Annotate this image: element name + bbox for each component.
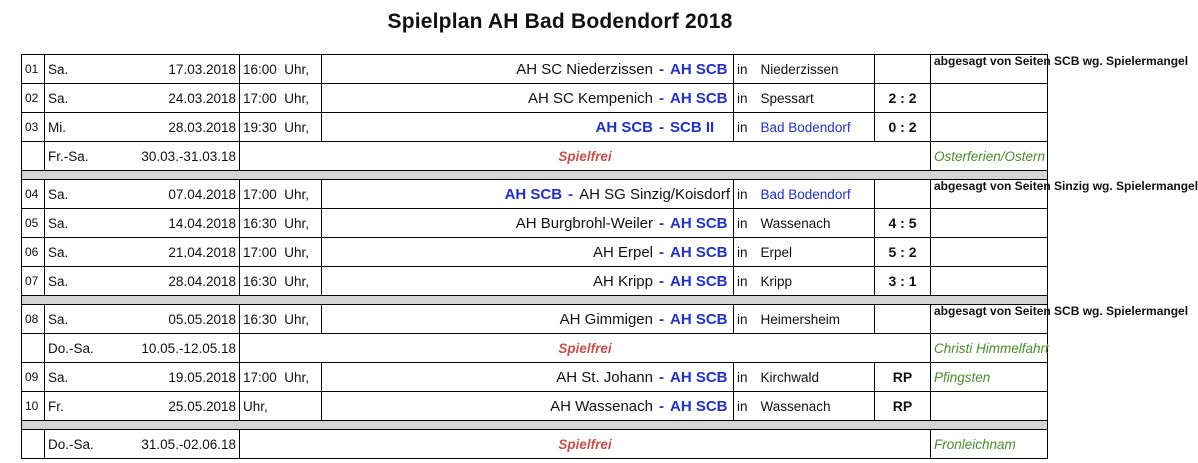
home-team: AH St. Johann: [556, 368, 653, 386]
weekday: Do.-Sa.: [45, 430, 100, 459]
venue: Niederzissen: [758, 55, 875, 84]
match-row: [22, 55, 1048, 84]
note: Fronleichnam: [931, 430, 1048, 459]
venue: Kripp: [758, 267, 875, 296]
venue: Wassenach: [758, 392, 875, 421]
fixture: [322, 209, 734, 238]
weekday: Sa.: [45, 267, 100, 296]
separator-row: [22, 421, 1048, 430]
match-number: [22, 430, 45, 459]
versus-dash: -: [568, 185, 574, 203]
kickoff-time: 16:30 Uhr,: [240, 209, 322, 238]
free-row: [22, 142, 1048, 171]
note: [931, 113, 1048, 142]
spielfrei-label: Spielfrei: [240, 430, 931, 459]
weekday: Sa.: [45, 363, 100, 392]
match-number: 04: [22, 180, 45, 209]
note: [931, 84, 1048, 113]
fixture: [322, 267, 734, 296]
versus-dash: -: [659, 118, 664, 136]
weekday: Fr.-Sa.: [45, 142, 100, 171]
versus-dash: -: [659, 60, 664, 78]
result: 4 : 5: [875, 209, 931, 238]
weekday: Sa.: [45, 180, 100, 209]
match-row: [22, 113, 1048, 142]
date: 31.05.-02.06.18: [100, 430, 240, 459]
date: 21.04.2018: [100, 238, 240, 267]
venue: Wassenach: [758, 209, 875, 238]
schedule-table: [21, 54, 1198, 459]
versus-dash: -: [659, 397, 664, 415]
match-number: 03: [22, 113, 45, 142]
in-label: in: [734, 209, 758, 238]
date: 25.05.2018: [100, 392, 240, 421]
match-row: [22, 363, 1048, 392]
away-team: AH SCB: [670, 310, 728, 328]
result: 3 : 1: [875, 267, 931, 296]
fixture: [322, 113, 734, 142]
away-team: AH SCB: [670, 368, 728, 386]
in-label: in: [734, 392, 758, 421]
versus-dash: -: [659, 272, 664, 290]
kickoff-time: 16:30 Uhr,: [240, 267, 322, 296]
home-team: AH SCB: [504, 185, 563, 203]
match-row: [22, 180, 1048, 209]
match-row: [22, 392, 1048, 421]
spielfrei-label: Spielfrei: [240, 334, 931, 363]
note: Osterferien/Ostern: [931, 142, 1048, 171]
fixture: [322, 55, 734, 84]
schedule-rows: [22, 54, 1198, 459]
in-label: in: [734, 55, 758, 84]
match-row: [22, 267, 1048, 296]
away-team: SCB II: [670, 118, 715, 136]
away-team: AH SCB: [670, 214, 728, 232]
separator-row: [22, 296, 1048, 305]
kickoff-time: 17:00 Uhr,: [240, 180, 322, 209]
date: 14.04.2018: [100, 209, 240, 238]
weekday: Mi.: [45, 113, 100, 142]
venue: Bad Bodendorf: [758, 113, 875, 142]
date: 07.04.2018: [100, 180, 240, 209]
spielfrei-label: Spielfrei: [240, 142, 931, 171]
match-number: 10: [22, 392, 45, 421]
weekday: Sa.: [45, 84, 100, 113]
versus-dash: -: [659, 368, 664, 386]
fixture: [322, 392, 734, 421]
match-number: 05: [22, 209, 45, 238]
note: [931, 209, 1048, 238]
match-number: 06: [22, 238, 45, 267]
match-number: 08: [22, 305, 45, 334]
date: 28.04.2018: [100, 267, 240, 296]
home-team: AH SC Niederzissen: [516, 60, 653, 78]
home-team: AH Kripp: [592, 272, 653, 290]
separator-cell: [22, 421, 1048, 430]
home-team: AH SCB: [595, 118, 653, 136]
in-label: in: [734, 113, 758, 142]
date: 19.05.2018: [100, 363, 240, 392]
note: Pfingsten: [931, 363, 1048, 392]
home-team: AH Gimmigen: [559, 310, 653, 328]
weekday: Do.-Sa.: [45, 334, 100, 363]
fixture: [322, 363, 734, 392]
note: [931, 267, 1048, 296]
kickoff-time: 17:00 Uhr,: [240, 84, 322, 113]
fixture: [322, 84, 734, 113]
fixture: [322, 305, 734, 334]
away-team: AH SCB: [670, 89, 728, 107]
match-number: [22, 142, 45, 171]
home-team: AH Burgbrohl-Weiler: [515, 214, 653, 232]
weekday: Sa.: [45, 238, 100, 267]
versus-dash: -: [659, 310, 664, 328]
away-team: AH SCB: [670, 272, 728, 290]
fixture: [322, 238, 734, 267]
away-team: AH SCB: [670, 60, 728, 78]
date: 17.03.2018: [100, 55, 240, 84]
result: [875, 305, 931, 334]
page-title: Spielplan AH Bad Bodendorf 2018: [387, 10, 733, 33]
weekday: Sa.: [45, 55, 100, 84]
venue: Spessart: [758, 84, 875, 113]
note: [931, 392, 1048, 421]
result: 5 : 2: [875, 238, 931, 267]
kickoff-time: Uhr,: [240, 392, 322, 421]
note: abgesagt von Seiten SCB wg. Spielermangel: [931, 55, 1048, 84]
match-number: 07: [22, 267, 45, 296]
result: [875, 180, 931, 209]
in-label: in: [734, 363, 758, 392]
date: 10.05.-12.05.18: [100, 334, 240, 363]
free-row: [22, 430, 1048, 459]
match-row: [22, 84, 1048, 113]
home-team: AH SC Kempenich: [527, 89, 653, 107]
away-team: AH SG Sinzig/Koisdorf: [579, 185, 730, 203]
free-row: [22, 334, 1048, 363]
kickoff-time: 16:00 Uhr,: [240, 55, 322, 84]
match-row: [22, 305, 1048, 334]
in-label: in: [734, 84, 758, 113]
match-number: 01: [22, 55, 45, 84]
match-row: [22, 209, 1048, 238]
separator-cell: [22, 171, 1048, 180]
weekday: Sa.: [45, 209, 100, 238]
venue: Kirchwald: [758, 363, 875, 392]
kickoff-time: 19:30 Uhr,: [240, 113, 322, 142]
separator-row: [22, 171, 1048, 180]
match-number: 09: [22, 363, 45, 392]
date: 30.03.-31.03.18: [100, 142, 240, 171]
in-label: in: [734, 180, 758, 209]
versus-dash: -: [659, 243, 664, 261]
result: [875, 55, 931, 84]
weekday: Fr.: [45, 392, 100, 421]
match-number: [22, 334, 45, 363]
fixture: [322, 180, 734, 209]
result: 2 : 2: [875, 84, 931, 113]
in-label: in: [734, 238, 758, 267]
date: 24.03.2018: [100, 84, 240, 113]
note: [931, 238, 1048, 267]
away-team: AH SCB: [670, 397, 728, 415]
match-number: 02: [22, 84, 45, 113]
home-team: AH Erpel: [592, 243, 653, 261]
home-team: AH Wassenach: [550, 397, 653, 415]
note: Christi Himmelfahrt: [931, 334, 1048, 363]
date: 05.05.2018: [100, 305, 240, 334]
result: RP: [875, 392, 931, 421]
versus-dash: -: [659, 214, 664, 232]
versus-dash: -: [659, 89, 664, 107]
match-row: [22, 238, 1048, 267]
in-label: in: [734, 267, 758, 296]
away-team: AH SCB: [670, 243, 728, 261]
result: 0 : 2: [875, 113, 931, 142]
venue: Heimersheim: [758, 305, 875, 334]
result: RP: [875, 363, 931, 392]
note: abgesagt von Seiten SCB wg. Spielermangel: [931, 305, 1048, 334]
date: 28.03.2018: [100, 113, 240, 142]
separator-cell: [22, 296, 1048, 305]
weekday: Sa.: [45, 305, 100, 334]
kickoff-time: 17:00 Uhr,: [240, 238, 322, 267]
kickoff-time: 17:00 Uhr,: [240, 363, 322, 392]
kickoff-time: 16:30 Uhr,: [240, 305, 322, 334]
venue: Erpel: [758, 238, 875, 267]
in-label: in: [734, 305, 758, 334]
venue: Bad Bodendorf: [758, 180, 875, 209]
note: abgesagt von Seiten Sinzig wg. Spielermangel: [931, 180, 1048, 209]
